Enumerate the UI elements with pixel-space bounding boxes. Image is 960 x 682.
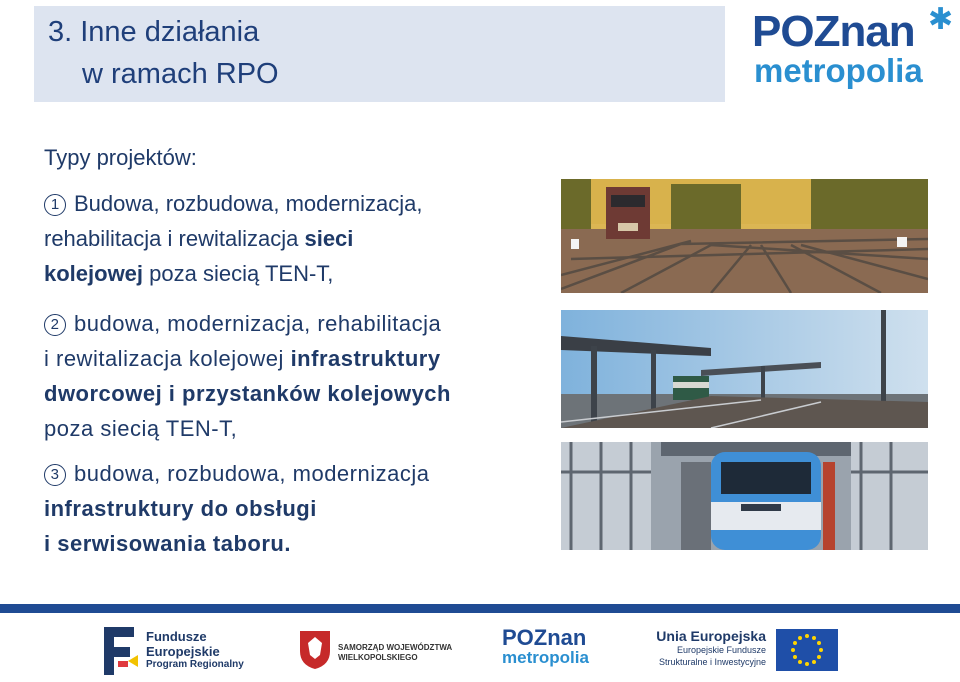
item1-bold-a: sieci bbox=[304, 226, 354, 251]
item3-bold-b: i serwisowania taboru. bbox=[44, 531, 291, 556]
number-badge-1: 1 bbox=[44, 194, 66, 216]
fe-line3: Program Regionalny bbox=[146, 659, 244, 670]
item2-bold-a: infrastruktury bbox=[290, 346, 441, 371]
poznan-metropolia-logo bbox=[752, 3, 954, 89]
item3-text-a: budowa, rozbudowa, modernizacja bbox=[74, 461, 430, 486]
project-types-heading: Typy projektów: bbox=[44, 145, 197, 170]
fe-line2: Europejskie bbox=[146, 644, 220, 659]
railway-tracks-photo bbox=[561, 179, 928, 293]
eu-flag-icon bbox=[776, 629, 838, 671]
poznan-metropolia-footer-logo bbox=[502, 627, 589, 667]
ue-line2: Europejskie Fundusze bbox=[676, 645, 766, 655]
item2-bold-b: dworcowej i przystanków kolejowych bbox=[44, 381, 451, 406]
item1-bold-b: kolejowej bbox=[44, 261, 144, 286]
station-platform-photo bbox=[561, 310, 928, 428]
project-item-1 bbox=[44, 186, 544, 291]
number-badge-3: 3 bbox=[44, 464, 66, 486]
sw-line1: SAMORZĄD WOJEWÓDZTWA bbox=[338, 643, 453, 652]
item2-text-b: i rewitalizacja kolejowej bbox=[44, 346, 284, 371]
ue-line3: Strukturalne i Inwestycyjne bbox=[658, 657, 766, 667]
page-title-line1: 3. Inne działania bbox=[48, 16, 260, 48]
pm-top: POZnan bbox=[502, 625, 587, 650]
pm-bottom: metropolia bbox=[502, 648, 589, 667]
item1-text-c: poza siecią TEN-T, bbox=[149, 261, 334, 286]
page-title-line2: w ramach RPO bbox=[82, 58, 279, 90]
train-depot-photo bbox=[561, 442, 928, 550]
wielkopolska-eagle-crest-icon bbox=[298, 629, 332, 669]
item1-text-b: rehabilitacja i rewitalizacja bbox=[44, 226, 299, 251]
logo-poznan-text: POZnan bbox=[752, 7, 915, 56]
samorzad-logo-text bbox=[338, 643, 452, 663]
footer-logos bbox=[0, 613, 960, 682]
fundusze-europejskie-icon bbox=[104, 627, 140, 675]
project-item-2 bbox=[44, 306, 544, 446]
item1-text-a: Budowa, rozbudowa, modernizacja, bbox=[74, 191, 423, 216]
item3-bold-a: infrastruktury do obsługi bbox=[44, 496, 317, 521]
logo-star-icon: ✱ bbox=[928, 3, 954, 36]
fe-line1: Fundusze bbox=[146, 629, 207, 644]
number-badge-2: 2 bbox=[44, 314, 66, 336]
item2-text-a: budowa, modernizacja, rehabilitacja bbox=[74, 311, 442, 336]
item2-text-c: poza siecią TEN-T, bbox=[44, 416, 238, 441]
unia-europejska-logo bbox=[654, 629, 766, 668]
sw-line2: WIELKOPOLSKIEGO bbox=[338, 653, 418, 662]
fundusze-europejskie-logo bbox=[146, 629, 244, 671]
ue-line1: Unia Europejska bbox=[656, 628, 766, 644]
logo-metropolia-text: metropolia bbox=[754, 52, 923, 89]
project-item-3 bbox=[44, 456, 544, 561]
footer-divider bbox=[0, 604, 960, 613]
